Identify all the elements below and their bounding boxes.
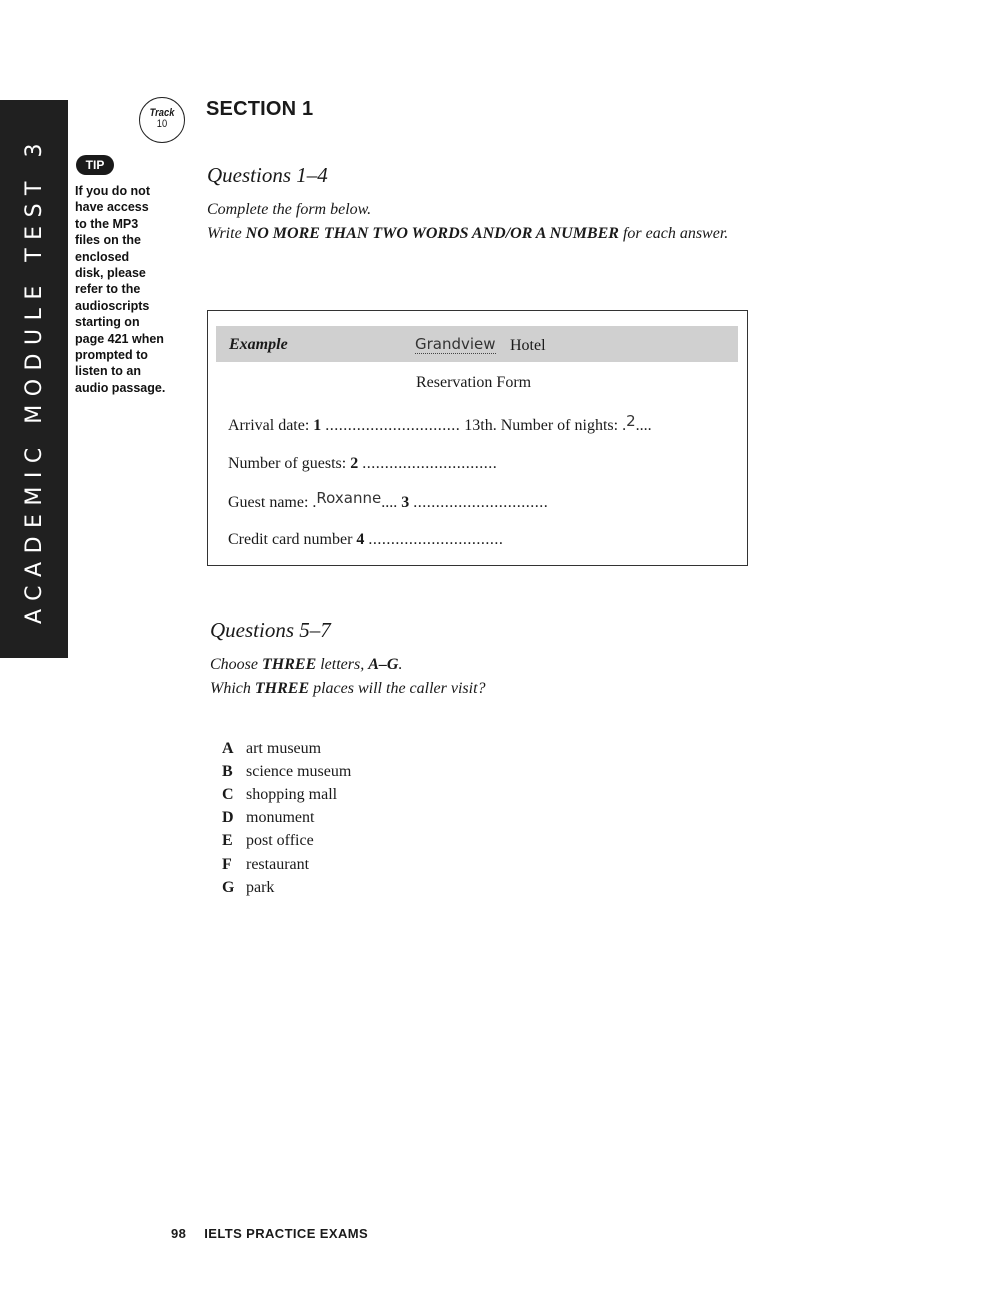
answer-blank[interactable]: .............................. [325,417,461,434]
arrival-date-line [228,412,652,435]
instruction-text: Which [210,680,255,697]
part1-instruction-1: Complete the form below. [207,201,372,218]
instruction-emphasis: THREE [262,656,317,673]
question-number: 1 [313,417,322,434]
instruction-text: places will the caller visit? [309,680,486,697]
page-number: 98 [171,1226,187,1241]
example-suffix: Hotel [510,337,546,354]
track-label: Track [149,107,175,119]
tip-line: audio passage. [75,380,166,395]
book-title: IELTS PRACTICE EXAMS [204,1226,369,1241]
field-label: Arrival date: [228,417,314,434]
nights-answer: 2 [626,412,636,430]
tip-line: refer to the [75,282,141,297]
tip-line: starting on [75,315,140,330]
tip-line: files on the [75,233,141,248]
option-letter: B [222,763,233,780]
option-text: monument [246,809,315,826]
questions-5-7-heading: Questions 5–7 [210,618,331,642]
dots: . [622,417,627,434]
field-label: Guest name: [228,494,313,511]
guest-name-answer: Roxanne [316,489,382,507]
option-letter: C [222,786,234,803]
question-number: 4 [356,531,365,548]
page-footer [171,1226,368,1241]
tip-line: audioscripts [75,298,150,313]
tip-line: disk, please [75,266,146,281]
option-text: science museum [246,763,352,780]
dots: .... [381,494,398,511]
instruction-text: letters, [316,656,369,673]
instruction-emphasis: A–G [368,656,399,673]
dots: . [312,494,317,511]
field-label: Credit card number [228,531,357,548]
field-label: Number of guests: [228,455,351,472]
question-number: 3 [401,494,410,511]
answer-blank[interactable]: .............................. [362,455,498,472]
tip-line: prompted to [75,348,148,363]
section-title: SECTION 1 [206,98,314,120]
field-label: 13th. Number of nights: [460,417,623,434]
option-c [222,786,337,804]
form-title: Reservation Form [416,374,532,391]
example-answer: Grandview [415,335,496,353]
option-a [222,740,321,758]
option-letter: A [222,740,234,757]
option-text: restaurant [246,856,310,873]
tip-line: to the MP3 [75,216,139,231]
instruction-text: Choose [210,656,262,673]
tip-line: listen to an [75,364,141,379]
answer-blank[interactable]: .............................. [413,494,549,511]
instruction-emphasis: NO MORE THAN TWO WORDS AND/OR A NUMBER [245,225,619,242]
track-number: 10 [156,118,168,130]
answer-blank[interactable]: .............................. [368,531,504,548]
tip-line: have access [75,200,149,215]
tip-text [75,183,183,396]
part2-instruction-2 [210,677,486,701]
tip-line: enclosed [75,249,130,264]
option-g [222,879,274,897]
instruction-text: for each answer. [618,225,729,242]
option-e [222,832,314,850]
option-text: art museum [246,740,322,757]
questions-1-4-heading: Questions 1–4 [207,163,328,187]
tip-line: If you do not [75,184,150,198]
instruction-emphasis: THREE [254,680,310,697]
instruction-text: . [398,656,403,673]
dots: .... [635,417,652,434]
option-d [222,809,314,827]
example-label: Example [229,336,288,353]
option-letter: E [222,832,233,849]
track-badge [139,97,185,143]
option-text: shopping mall [246,786,338,803]
option-letter: G [222,879,235,896]
option-letter: D [222,809,234,826]
option-letter: F [222,856,232,873]
guest-name-line [228,489,549,512]
question-number: 2 [350,455,359,472]
option-b [222,763,351,781]
part1-instruction-2 [207,222,728,246]
instruction-text: Write [207,225,246,242]
tip-badge: TIP [76,155,114,175]
option-f [222,856,309,874]
option-text: post office [246,832,314,849]
part2-instruction-1 [210,653,402,677]
side-banner-label-wrap [0,100,68,658]
side-banner-label: ACADEMIC MODULE TEST 3 [21,134,47,624]
guests-line [228,455,497,473]
credit-card-line [228,531,503,549]
tip-line: page 421 when [75,331,164,346]
option-text: park [246,879,275,896]
